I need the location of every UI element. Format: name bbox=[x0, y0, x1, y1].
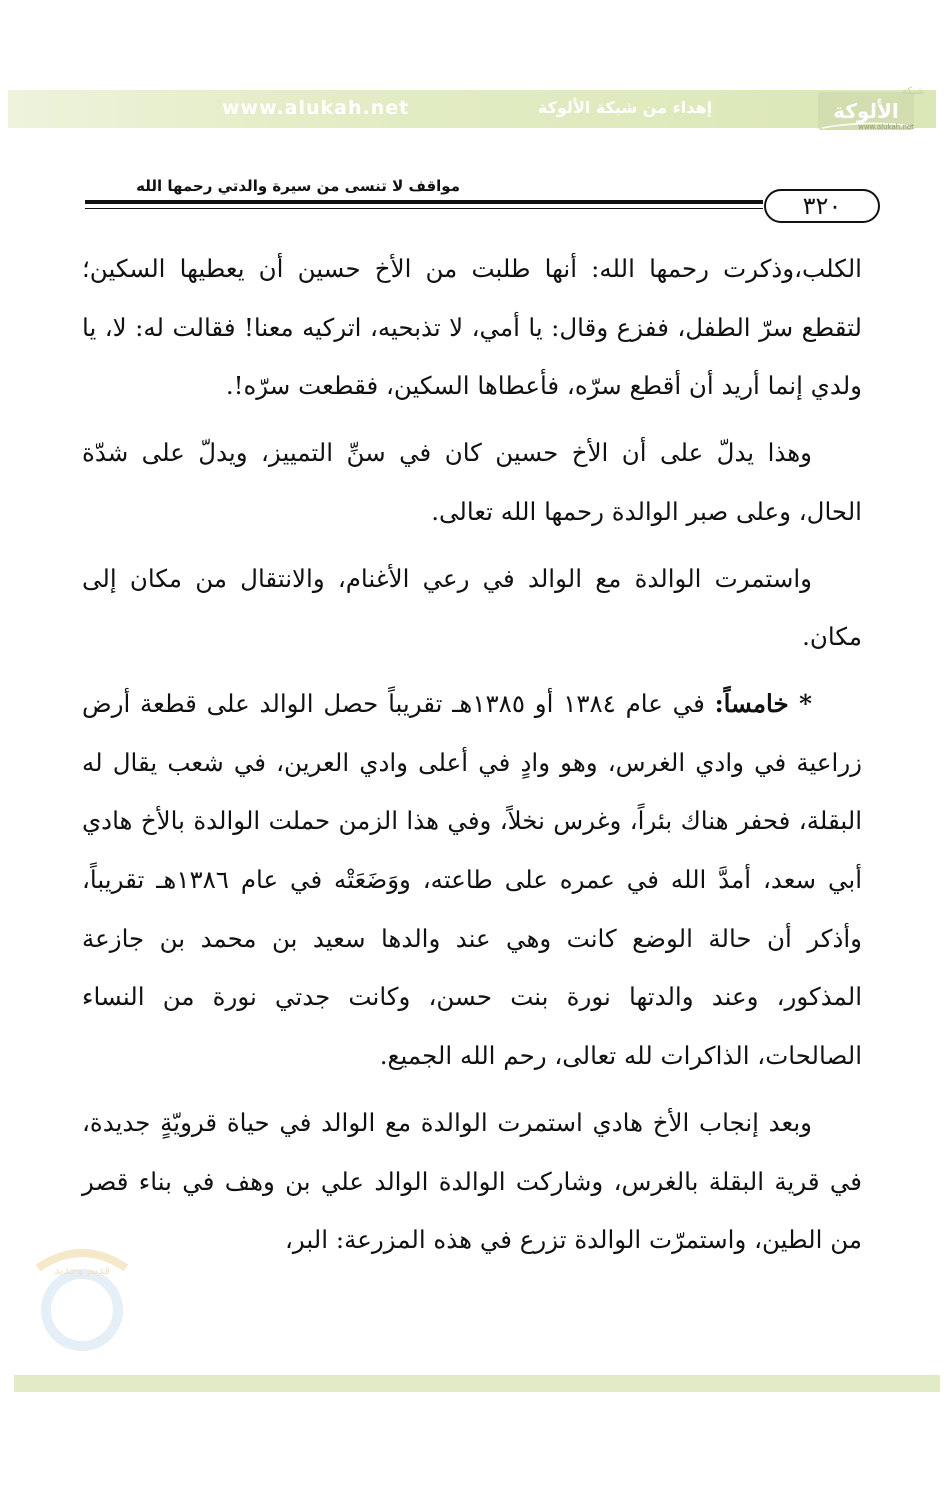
paragraph-1 bbox=[82, 240, 862, 416]
watermark-text: قديم وجديد bbox=[53, 1263, 111, 1277]
bottom-band bbox=[14, 1375, 940, 1392]
running-header-title: مواقف لا تنسى من سيرة والدتي رحمها الله bbox=[136, 177, 460, 195]
header-rule bbox=[85, 200, 763, 204]
alukah-logo bbox=[816, 80, 925, 134]
header-rule-thin bbox=[85, 208, 763, 209]
paragraph-text: الكلب،وذكرت رحمها الله: أنها طلبت من الأخ حسين أن يعطيها السكين؛ لتقطع سرّ الطفل، ففزع وقال: يا أمي، لا تذبحيه، اتركيه معنا! فقالت له: لا، يا ولدي إنما أريد أن أقطع سرّه، فأعطاها السكين، فقطعت سرّه!. bbox=[82, 254, 862, 401]
logo-top-text: شبكة bbox=[902, 86, 925, 97]
paragraph-4 bbox=[82, 675, 862, 1086]
paragraph-text: في عام ١٣٨٤ أو ١٣٨٥هـ تقريباً حصل الوالد على قطعة أرض زراعية في وادي الغرس، وهو وادٍ في أعلى وادي العرين، في شعب يقال له البقلة، فحفر هناك بئراً، وغرس نخلاً، وفي هذا الزمن حملت الوالدة بالأخ هادي أبي سعد، أمدَّ الله في عمره على طاعته، ووَضَعَتْه في عام ١٣٨٦هـ تقريباً، وأذكر أن حالة الوضع كانت وهي عند والدها سعيد بن محمد بن جازعة المذكور، وعند والدتها نورة بنت حسن، وكانت جدتي نورة من النساء الصالحات، الذاكرات لله تعالى، رحم الله الجميع. bbox=[82, 688, 863, 1071]
page-number: ٣٢٠ bbox=[764, 189, 880, 223]
banner-tagline: إهداء من شبكة الألوكة bbox=[537, 98, 713, 117]
logo-url-text: www.alukah.net bbox=[858, 123, 914, 131]
body-text bbox=[82, 240, 862, 1270]
logo-main-text: الألوكة bbox=[833, 99, 899, 123]
paragraph-text: وهذا يدلّ على أن الأخ حسين كان في سنِّ التمييز، ويدلّ على شدّة الحال، وعلى صبر الوالدة رحمها الله تعالى. bbox=[82, 438, 862, 526]
paragraph-text: وبعد إنجاب الأخ هادي استمرت الوالدة مع الوالد في حياة قرويّةٍ جديدة، في قرية البقلة بالغرس، وشاركت الوالدة الوالد علي بن وهف في بناء قصر من الطين، واستمرّت الوالدة تزرع في هذه المزرعة: البر، bbox=[82, 1107, 862, 1255]
paragraph-3 bbox=[82, 550, 862, 667]
watermark-logo bbox=[18, 1238, 146, 1360]
paragraph-2 bbox=[82, 424, 862, 541]
paragraph-text: واستمرت الوالدة مع الوالد في رعي الأغنام، والانتقال من مكان إلى مكان. bbox=[82, 563, 862, 652]
paragraph-5 bbox=[82, 1094, 862, 1270]
section-lead: * خامساً: bbox=[714, 688, 812, 718]
site-url[interactable]: www.alukah.net bbox=[222, 97, 410, 119]
top-banner bbox=[8, 90, 936, 128]
